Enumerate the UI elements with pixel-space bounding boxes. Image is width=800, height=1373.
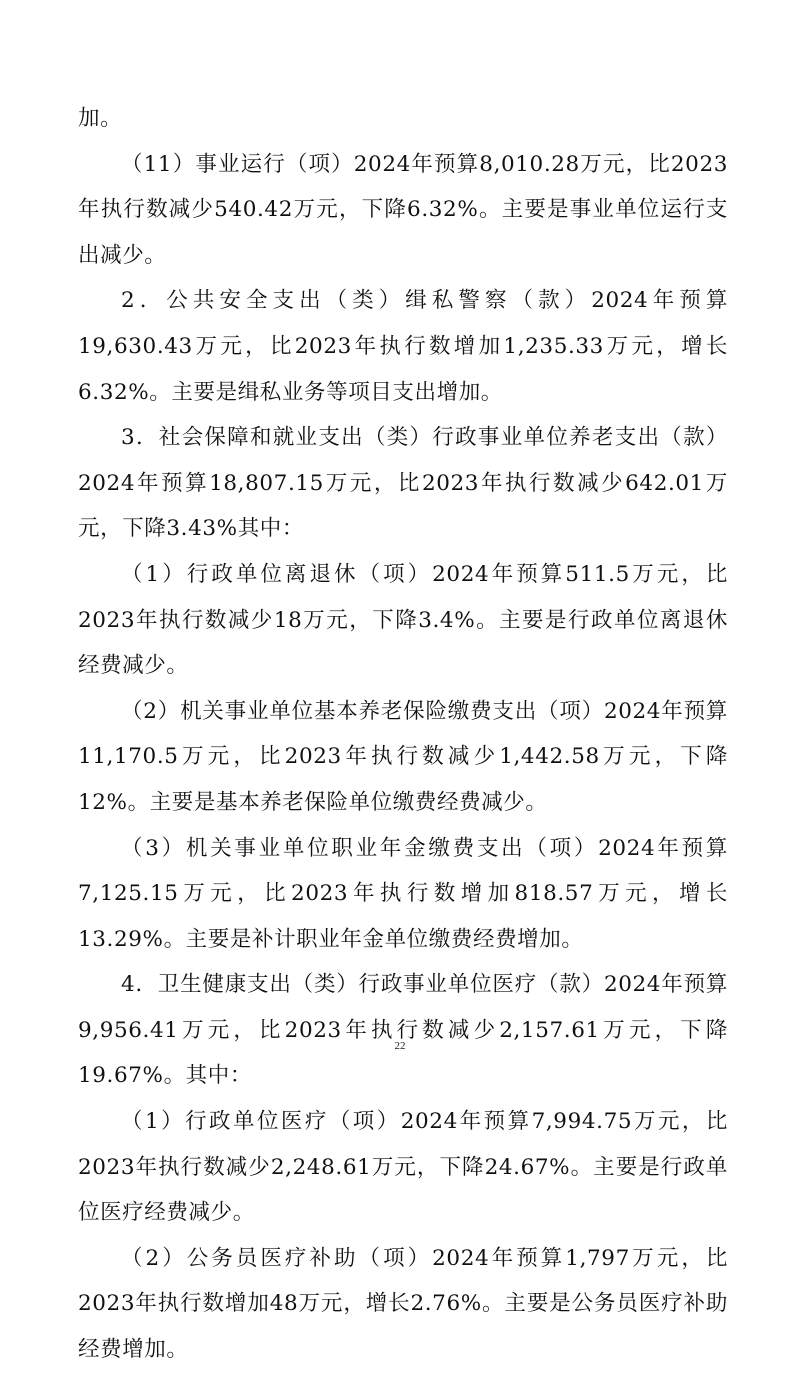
paragraph-item-3-3-occupational-annuity: （3）机关事业单位职业年金缴费支出（项）2024年预算7,125.15万元，比2023年执行数增加818.57万元，增长13.29%。主要是补计职业年金单位缴费经费增加。	[78, 835, 728, 952]
paragraph-item-3-social-security: 3．社会保障和就业支出（类）行政事业单位养老支出（款）2024年预算18,807.15万元，比2023年执行数减少642.01万元，下降3.43%其中：	[78, 425, 728, 542]
page-number: 22	[394, 1040, 406, 1052]
paragraph-item-11-program-operation: （11）事业运行（项）2024年预算8,010.28万元，比2023年执行数减少540.42万元，下降6.32%。主要是事业单位运行支出减少。	[78, 151, 728, 268]
paragraph-item-2-public-security: 2．公共安全支出（类）缉私警察（款）2024年预算19,630.43万元，比2023年执行数增加1,235.33万元，增长6.32%。主要是缉私业务等项目支出增加。	[78, 288, 728, 405]
paragraph-item-4-1-administrative-medical: （1）行政单位医疗（项）2024年预算7,994.75万元，比2023年执行数减少2,248.61万元，下降24.67%。主要是行政单位医疗经费减少。	[78, 1109, 728, 1226]
paragraph-item-4-health: 4．卫生健康支出（类）行政事业单位医疗（款）2024年预算9,956.41万元，比2023年执行数减少2,157.61万元，下降19.67%。其中：	[78, 972, 728, 1089]
body-text	[78, 96, 728, 1373]
paragraph-continuation: 加。	[78, 106, 123, 131]
paragraph-item-3-1-retirement: （1）行政单位离退休（项）2024年预算511.5万元，比2023年执行数减少18万元，下降3.4%。主要是行政单位离退休经费减少。	[78, 561, 728, 679]
paragraph-item-3-2-pension-insurance: （2）机关事业单位基本养老保险缴费支出（项）2024年预算11,170.5万元，比2023年执行数减少1,442.58万元，下降12%。主要是基本养老保险单位缴费经费减少。	[78, 698, 728, 815]
paragraph-item-4-2-civil-servant-medical-subsidy: （2）公务员医疗补助（项）2024年预算1,797万元，比2023年执行数增加48万元，增长2.76%。主要是公务员医疗补助经费增加。	[78, 1245, 728, 1363]
